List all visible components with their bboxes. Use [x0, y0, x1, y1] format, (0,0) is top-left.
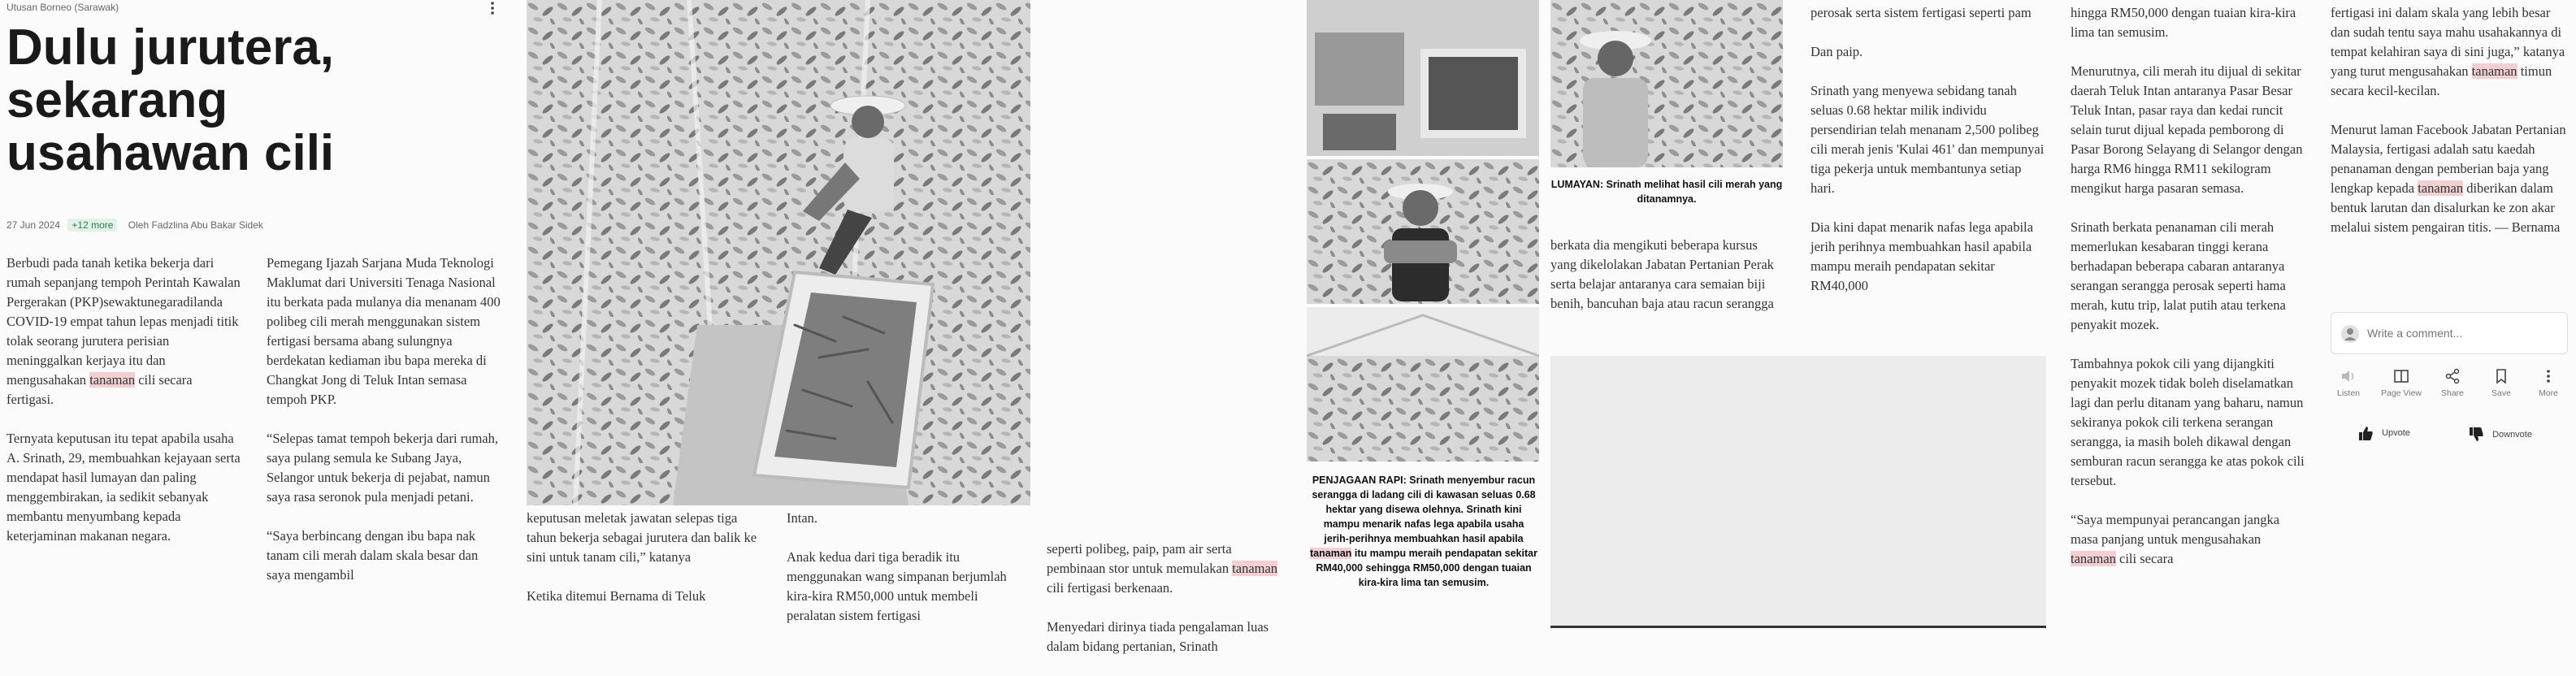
highlighted-word: tanaman — [2471, 63, 2517, 79]
listen-label: Listen — [2336, 388, 2361, 398]
upvote-button[interactable] — [2357, 424, 2410, 442]
paragraph: fertigasi ini dalam skala yang lebih besar dan sudah tentu saya mahu usahakannya di tempat kelahiran saya di sini juga,” katanya yang turut mengusahakan tanaman timun secara kecil-kecilan. — [2331, 5, 2565, 98]
paragraph: “Selepas tamat tempoh bekerja dari rumah, saya pulang semula ke Subang Jaya, Selangor untuk bekerja di pejabat, namun saya rasa seronok pula menjadi petani. — [267, 431, 498, 505]
column-7 — [1811, 3, 2046, 315]
byline: Oleh Fadzlina Abu Bakar Sidek — [128, 219, 263, 231]
save-label: Save — [2491, 388, 2511, 398]
highlighted-word: tanaman — [1232, 561, 1278, 576]
downvote-button[interactable] — [2467, 426, 2532, 444]
page-view-button[interactable] — [2377, 367, 2426, 398]
publish-date: 27 Jun 2024 — [7, 219, 61, 231]
column-2 — [267, 254, 502, 604]
photo-farmer-holding-chilli — [1307, 159, 1539, 304]
more-label: More — [2539, 388, 2558, 398]
bookmark-icon — [2477, 367, 2526, 385]
more-vert-icon[interactable] — [488, 0, 497, 16]
column-8 — [2071, 3, 2306, 588]
thumb-up-icon — [2357, 424, 2374, 442]
paragraph: Anak kedua dari tiga beradik itu menggunakan wang simpanan berjumlah kira-kira RM50,000 untuk membeli peralatan sistem fertigasi — [787, 549, 1007, 623]
paragraph: Srinath yang menyewa sebidang tanah seluas 0.68 hektar milik individu persendirian telah menanam 2,500 polibeg cili merah jenis 'Kulai 461' dan mempunyai tiga pekerja untuk membantunya setiap hari. — [1811, 83, 2045, 196]
paragraph: berkata dia mengikuti beberapa kursus yang dikelolakan Jabatan Pertanian Perak serta belajar antaranya cara semaian biji benih, bancuhan baja atau racun serangga — [1550, 237, 1774, 311]
share-button[interactable] — [2428, 367, 2477, 398]
source-label: Utusan Borneo (Sarawak) — [7, 2, 119, 13]
caption-lumayan: LUMAYAN: Srinath melihat hasil cili merah yang ditanamnya. — [1550, 179, 1783, 205]
paragraph: “Saya berbincang dengan ibu bapa nak tanam cili merah dalam skala besar dan saya mengambil — [267, 528, 479, 583]
highlighted-word: tanaman — [1310, 548, 1352, 559]
photo-farmer-looking-chilli — [1550, 0, 1783, 167]
paragraph: Berbudi pada tanah ketika bekerja dari rumah sepanjang tempoh Perintah Kawalan Pergerakan (PKP)sewaktunegaradilanda COVID-19 empat tahun lepas menjadi titik tolak seorang jurutera perisian meninggalkan kerjaya itu dan mengusahakan tanaman cili secara fertigasi. — [7, 255, 241, 407]
placeholder-image-area — [1550, 356, 2046, 626]
column-4 — [787, 509, 1022, 645]
highlighted-word: tanaman — [2071, 551, 2116, 566]
column-1 — [7, 254, 242, 566]
paragraph: keputusan meletak jawatan selepas tiga tahun bekerja sebagai jurutera dan balik ke sini untuk tanam cili,” katanya — [527, 510, 757, 565]
page-view-icon — [2377, 367, 2426, 385]
comment-input[interactable] — [2366, 323, 2556, 344]
paragraph: Menyedari dirinya tiada pengalaman luas dalam bidang pertanian, Srinath — [1047, 619, 1269, 654]
share-icon — [2428, 367, 2477, 385]
more-button[interactable] — [2524, 367, 2573, 398]
paragraph: Ternyata keputusan itu tepat apabila usaha A. Srinath, 29, membuahkan kejayaan serta mendapat hasil lumayan dan paling menggembirakan, ia sedikit sebanyak membantu menyumbang kepada keterjaminan makanan negara. — [7, 431, 241, 544]
paragraph: Dan paip. — [1811, 44, 1863, 59]
paragraph: Tambahnya pokok cili yang dijangkiti penyakit mozek tidak boleh diselamatkan lagi dan perlu ditanam yang baharu, namun sekiranya pokok cili terkena serangan serangga, ia masih boleh dikawal dengan semburan racun serangga ke atas pokok cili tersebut. — [2071, 356, 2305, 488]
speaker-icon — [2324, 367, 2373, 385]
highlighted-word: tanaman — [2418, 180, 2464, 196]
page-view-label: Page View — [2380, 388, 2422, 398]
paragraph: Ketika ditemui Bernama di Teluk — [527, 588, 706, 604]
photo-chilli-boxes — [1307, 0, 1539, 156]
thumb-down-icon — [2467, 426, 2485, 444]
listen-button[interactable] — [2324, 367, 2373, 398]
highlighted-word: tanaman — [89, 372, 136, 388]
paragraph: Menurut laman Facebook Jabatan Pertanian Malaysia, fertigasi adalah satu kaedah penanaman dengan pemberian baja yang lengkap kepada tanaman diberikan dalam bentuk larutan dan disalurkan ke zon akar melalui sistem pengairan titis. — Bernama — [2331, 122, 2566, 235]
paragraph: Srinath berkata penanaman cili merah memerlukan kesabaran tinggi kerana berhadapan beberapa cabaran antaranya serangan serangga perosak seperti hama merah, kutu trip, lalat putih atau terkena penyakit mozek. — [2071, 219, 2286, 332]
caption-penjagaan: PENJAGAAN RAPI: Srinath menyembur racun serangga di ladang cili di kawasan seluas 0.68 hektar yang disewa olehnya. Srinath kini mampu menarik nafas lega apabila usaha jerih-perihnya membuahkan hasil apabila tanaman itu mampu meraih pendapatan sekitar RM40,000 sehingga RM50,000 dengan tuaian kira-kira lima tan semusim. — [1310, 474, 1537, 588]
column-5 — [1047, 540, 1282, 676]
main-photo-farmer-wheelbarrow — [527, 0, 1030, 505]
photo-spraying-plants — [1307, 307, 1539, 462]
paragraph: perosak serta sistem fertigasi seperti pam — [1811, 5, 2032, 20]
paragraph: seperti polibeg, paip, pam air serta pembinaan stor untuk memulakan tanaman cili fertigasi berkenaan. — [1047, 541, 1278, 596]
paragraph: Pemegang Ijazah Sarjana Muda Teknologi Maklumat dari Universiti Tenaga Nasional itu berkata pada mulanya dia menanam 400 polibeg cili merah menggunakan sistem fertigasi bersama abang sulungnya berdekatan kediaman ibu bapa mereka di Changkat Jong di Teluk Intan semasa tempoh PKP. — [267, 255, 501, 407]
avatar-icon — [2341, 325, 2359, 343]
column-6 — [1550, 236, 1786, 333]
save-button[interactable] — [2477, 367, 2526, 398]
more-badge[interactable]: +12 more — [67, 219, 117, 232]
paragraph: Menurutnya, cili merah itu dijual di sekitar daerah Teluk Intan antaranya Pasar Besar Teluk Intan, pasar raya dan kedai runcit selain turut dijual kepada pemborong di Pasar Borong Selayang di Selangor dengan harga RM6 hingga RM11 sekilogram mengikut harga pasaran semasa. — [2071, 63, 2303, 196]
comment-box[interactable] — [2331, 312, 2568, 354]
column-3 — [527, 509, 762, 626]
column-9 — [2331, 3, 2566, 257]
downvote-label: Downvote — [2492, 430, 2532, 440]
divider-line — [1550, 626, 2046, 628]
paragraph: Intan. — [787, 510, 818, 526]
headline: Dulu jurutera, sekarang usahawan cili — [7, 20, 335, 181]
upvote-label: Upvote — [2382, 428, 2410, 438]
paragraph: hingga RM50,000 dengan tuaian kira-kira lima tan semusim. — [2071, 5, 2296, 40]
paragraph: Dia kini dapat menarik nafas lega apabila jerih perihnya membuahkan hasil apabila mampu meraih pendapatan sekitar RM40,000 — [1811, 219, 2033, 293]
more-icon — [2524, 367, 2573, 385]
share-label: Share — [2440, 388, 2465, 398]
paragraph: “Saya mempunyai perancangan jangka masa panjang untuk mengusahakan tanaman cili secara — [2071, 512, 2280, 566]
